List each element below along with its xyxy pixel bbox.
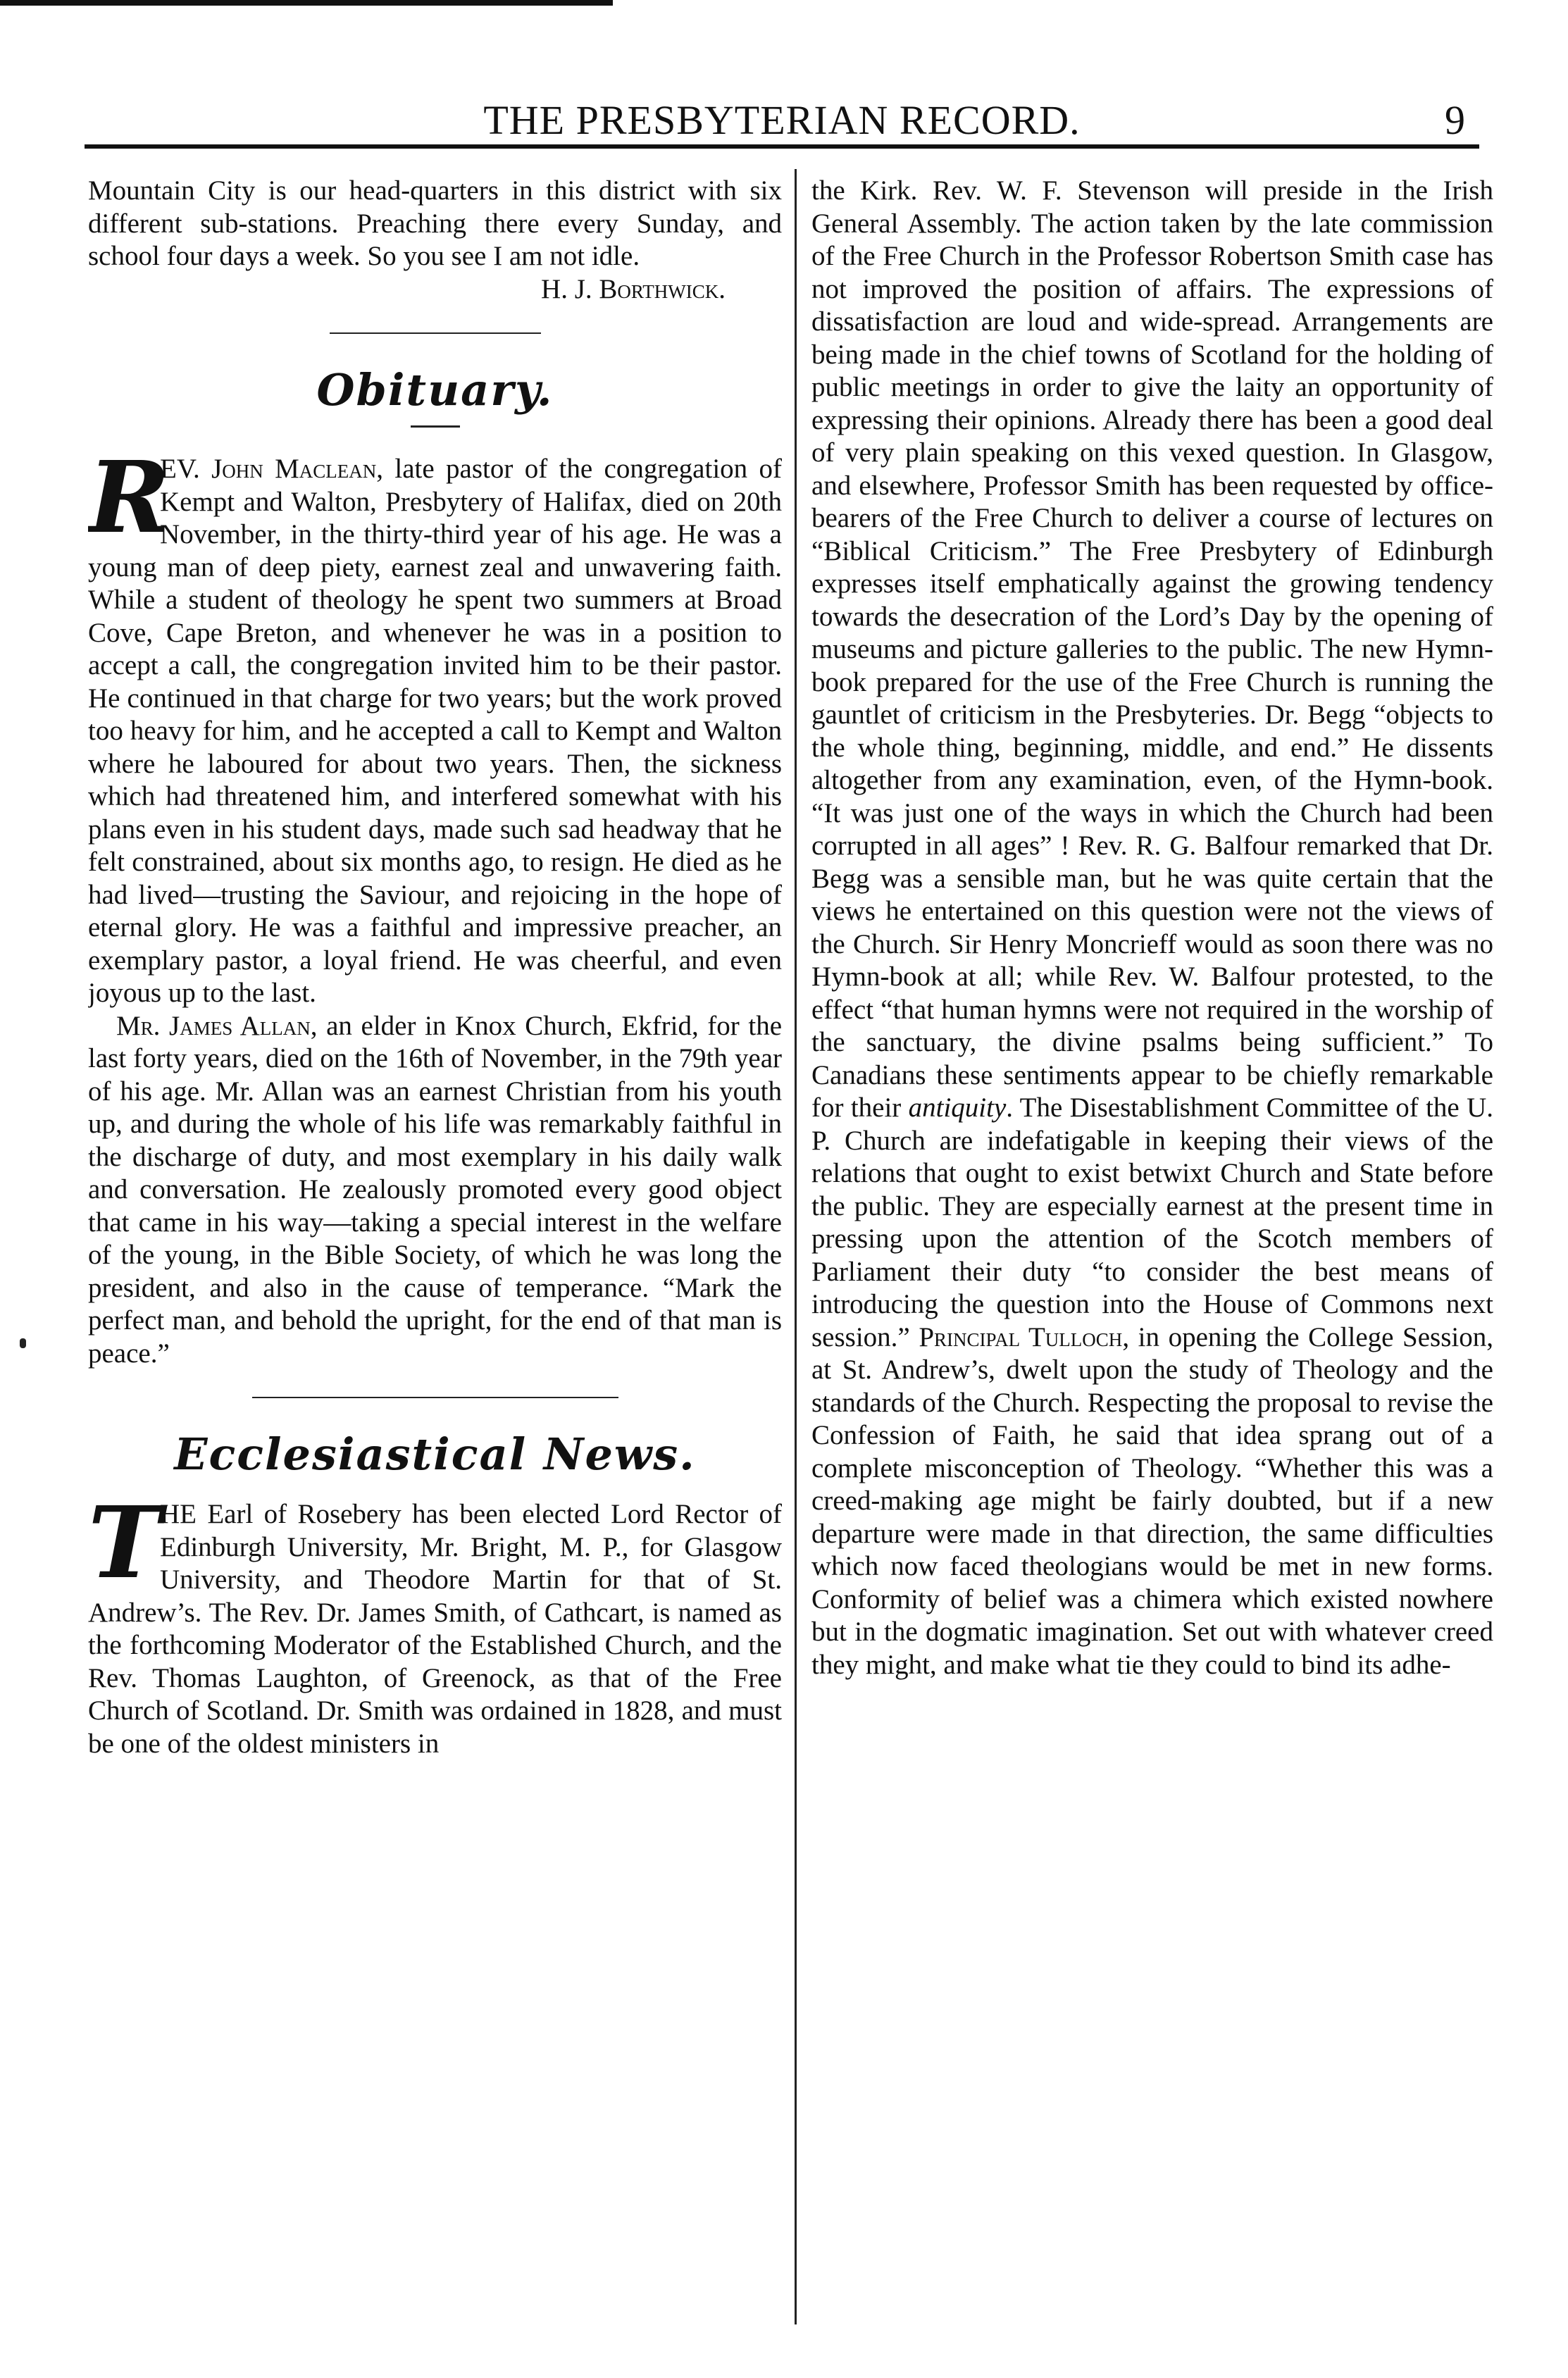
obituary-text-2: an elder in Knox Church, Ekfrid, for the last forty years, died on the 16th of November, in the 79th year of his age. Mr. Allan was an earnest Christian from his youth up, and during the whole of his life was remarkably faithful in the discharge of duty, and most exemplary in his daily walk and conversation. He zealously promoted every good object that came in his way—taking a special interest in the welfare of the young, in the Bible Society, of which he was long the president, and also in the cause of temperance. “Mark the perfect man, and behold the upright, for the end of that man is peace.” xyxy=(88,1010,782,1369)
text-run: . The Disestablishment Committee of the U. P. Church are indefatigable in keeping their views of the relations that ought to exist betwixt Church and State before the public. They are especially earnest at the present time in pressing upon the attention of the Scotch members of Parliament their duty “to consider the best means of introducing the question into the House of Commons next session.” xyxy=(811,1092,1493,1352)
text-run: the Kirk. Rev. W. F. Stevenson will preside in the Irish General Assembly. The action taken by the late commission of the Free Church in the Professor Robertson Smith case has not improved the position of affairs. The expressions of dissatisfaction are loud and wide-spread. Arrangements are being made in the chief towns of Scotland for the holding of public meetings in order to give the laity an opportunity of expressing their opinions. Already there has been a good deal of very plain speaking on this vexed question. In Glasgow, and elsewhere, Professor Smith has been requested by office-bearers of the Free Church to deliver a course of lectures on “Biblical Criticism.” The Free Presbytery of Edinburgh expresses itself emphatically against the growing tendency towards the desecration of the Lord’s Day by the opening of museums and picture galleries to the public. The new Hymn-book prepared for the use of the Free Church is running the gauntlet of criticism in the Presbyteries. Dr. Begg “objects to the whole thing, beginning, middle, and end.” He dissents altogether from any examination, even, of the Hymn-book. “It was just one of the ways in which the Church had been corrupted in all ages” ! Rev. R. G. Balfour remarked that Dr. Begg was a sensible man, but he was quite certain that the views he entertained on this question were not the views of the Church. Sir Henry Moncrieff would as soon there was no Hymn-book at all; while Rev. W. Balfour protested, to the effect “that human hymns were not required in the worship of the sanctuary, the divine psalms being sufficient.” To Canadians these sentiments appear to be chiefly remarkable for their xyxy=(811,175,1493,1123)
text-run: , in opening the College Session, at St. Andrew’s, dwelt upon the study of Theology and the standards of the Church. Respecting the proposal to revise the Confession of Faith, he said that idea sprang out of a complete misconception of Theology. “Whether this was a creed-making age might be fairly doubted, but if a new departure were made in that direction, the same difficulties which now faced theologians would be met in new forms. Conformity of belief was a chimera which existed nowhere but in the dogmatic imagination. Set out with whatever creed they might, and make what tie they could to bind its adhe- xyxy=(811,1321,1493,1680)
ecclesiastical-text: HE Earl of Rosebery has been elected Lord Rector of Edinburgh University, Mr. Bright, M. P., for Glasgow University, and Theodore Martin for that of St. Andrew’s. The Rev. Dr. James Smith, of Cathcart, is named as the forthcoming Moderator of the Established Church, and the Rev. Thomas Laughton, of Greenock, as that of the Free Church of Scotland. Dr. Smith was ordained in 1828, and must be one of the oldest ministers in xyxy=(88,1499,782,1759)
obituary-text-1: late pastor of the congregation of Kempt and Walton, Presbytery of Halifax, died on 20th November, in the thirty-third year of his age. He was a young man of deep piety, earnest zeal and unwavering faith. While a student of theology he spent two summers at Broad Cove, Cape Breton, and whenever he was in a position to accept a call, the congregation invited him to be their pastor. He continued in that charge for two years; but the work proved too heavy for him, and he accepted a call to Kempt and Walton where he laboured for about two years. Then, the sickness which had threatened him, and interfered somewhat with his plans even in his student days, made such sad headway that he felt constrained, about six months ago, to resign. He died as he had lived—trusting the Saviour, and rejoicing in the hope of eternal glory. He was a faithful and impressive preacher, an exemplary pastor, a loyal friend. He was cheerful, and even joyous up to the last. xyxy=(88,454,782,1008)
ecclesiastical-heading: Ecclesiastical News. xyxy=(174,1428,696,1480)
obituary-paragraph-2 xyxy=(88,1010,782,1371)
top-edge-bar xyxy=(0,0,613,6)
left-column xyxy=(88,175,782,2323)
dropcap-letter: R xyxy=(88,440,170,556)
section-divider xyxy=(330,332,541,334)
obituary-name-2: Mr. James Allan, xyxy=(116,1010,318,1041)
obituary-paragraph-1 xyxy=(88,440,782,1010)
intro-paragraph: Mountain City is our head-quarters in this district with six different sub-stations. Preaching there every Sunday, and school four days a week. So you see I am not idle. xyxy=(88,175,782,271)
obituary-heading: Obituary. xyxy=(316,364,554,416)
page-header xyxy=(85,95,1479,149)
column-divider xyxy=(795,169,797,2324)
margin-dot xyxy=(20,1338,26,1348)
obituary-name-1: EV. John Maclean, xyxy=(160,454,384,484)
right-column xyxy=(811,175,1493,2323)
italic-emphasis: antiquity xyxy=(908,1092,1007,1123)
signature-name: H. J. Borthwick. xyxy=(541,273,726,304)
ecclesiastical-paragraph xyxy=(88,1486,782,1760)
continued-paragraph xyxy=(811,175,1493,1681)
section-divider xyxy=(252,1397,618,1398)
principal-name: Principal Tulloch xyxy=(919,1321,1123,1352)
intro-signature xyxy=(88,273,782,306)
page-number: 9 xyxy=(1445,97,1465,143)
dropcap-letter: T xyxy=(88,1486,162,1601)
masthead-title: THE PRESBYTERIAN RECORD. xyxy=(483,97,1081,143)
heading-underline xyxy=(411,425,460,428)
